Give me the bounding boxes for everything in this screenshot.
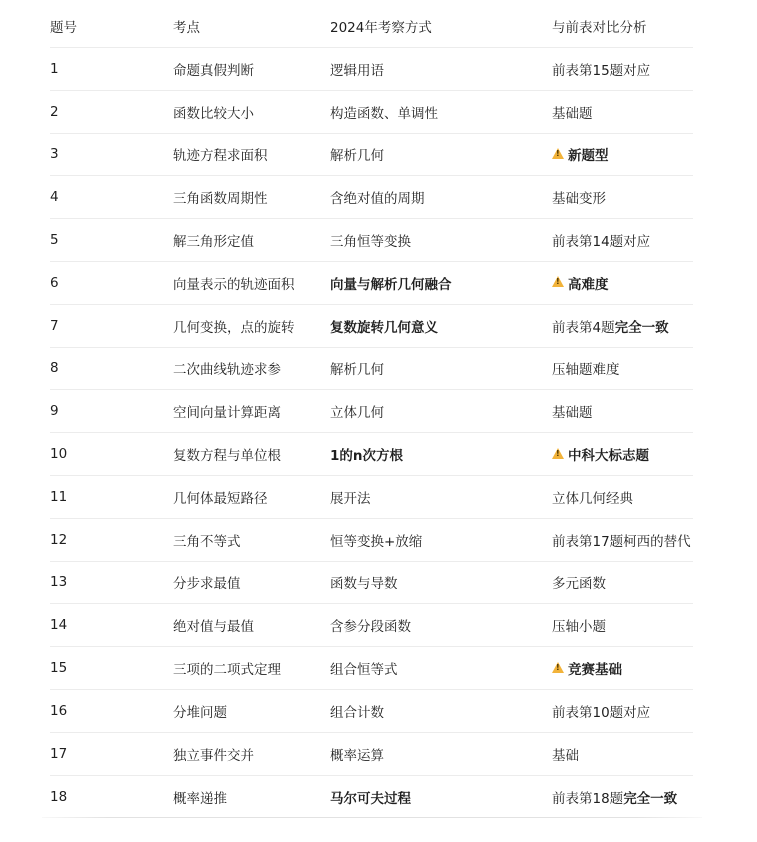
analysis-text: 前表第4题: [552, 319, 615, 336]
warning-icon: [552, 276, 564, 287]
row-method: 恒等变换+放缩: [330, 533, 423, 550]
row-analysis: 立体几何经典: [552, 490, 633, 507]
table-row: [50, 647, 693, 690]
table-header: [50, 5, 693, 48]
row-method: 向量与解析几何融合: [330, 276, 452, 293]
row-analysis: 基础: [552, 747, 579, 764]
table-row: [50, 262, 693, 305]
table-row: [50, 433, 693, 476]
table-row: [50, 305, 693, 348]
row-number: 14: [50, 617, 68, 634]
table-row: [50, 776, 693, 819]
row-topic: 向量表示的轨迹面积: [173, 276, 295, 293]
row-number: 1: [50, 60, 59, 77]
row-number: 5: [50, 232, 59, 249]
row-number: 12: [50, 531, 68, 548]
row-analysis: 压轴小题: [552, 619, 606, 636]
row-analysis: [552, 787, 693, 807]
row-method: 组合计数: [330, 704, 384, 721]
row-analysis: [552, 444, 693, 464]
row-number: 18: [50, 788, 68, 805]
table-row: [50, 690, 693, 733]
row-topic: 分堆问题: [173, 704, 227, 721]
analysis-text: 新题型: [568, 148, 609, 165]
row-number: 16: [50, 702, 68, 719]
row-number: 6: [50, 274, 59, 291]
row-analysis: [552, 144, 693, 164]
table-row: [50, 519, 693, 562]
row-analysis: [552, 316, 693, 336]
analysis-text: 高难度: [568, 276, 609, 293]
row-method: 组合恒等式: [330, 662, 398, 679]
row-method: 展开法: [330, 490, 371, 507]
row-number: 13: [50, 574, 68, 591]
table-row: [50, 134, 693, 177]
header-number: 题号: [50, 20, 77, 36]
row-method: 解析几何: [330, 148, 384, 165]
row-analysis: 压轴题难度: [552, 362, 620, 379]
row-topic: 命题真假判断: [173, 62, 254, 79]
row-number: 2: [50, 103, 59, 120]
warning-icon: [552, 148, 564, 159]
row-method: 构造函数、单调性: [330, 105, 438, 122]
row-number: 15: [50, 660, 68, 677]
row-method: 含绝对值的周期: [330, 191, 425, 208]
row-analysis: 前表第10题对应: [552, 704, 651, 721]
row-number: 7: [50, 317, 59, 334]
table-row: [50, 733, 693, 776]
row-method: 三角恒等变换: [330, 234, 411, 251]
row-analysis: [552, 273, 693, 293]
row-topic: 独立事件交并: [173, 747, 254, 764]
table-row: [50, 176, 693, 219]
row-analysis: 前表第15题对应: [552, 62, 651, 79]
row-topic: 复数方程与单位根: [173, 448, 281, 465]
row-method: 概率运算: [330, 747, 384, 764]
row-method: 函数与导数: [330, 576, 398, 593]
row-method: 1的n次方根: [330, 448, 404, 465]
table-row: [50, 604, 693, 647]
row-topic: 轨迹方程求面积: [173, 148, 268, 165]
row-method: 复数旋转几何意义: [330, 319, 438, 336]
comparison-table: [50, 5, 693, 818]
row-analysis: 多元函数: [552, 576, 606, 593]
row-topic: 几何体最短路径: [173, 490, 268, 507]
table-row: [50, 91, 693, 134]
row-analysis: 基础变形: [552, 191, 606, 208]
row-topic: 函数比较大小: [173, 105, 254, 122]
analysis-text: 前表第18题: [552, 790, 624, 807]
row-number: 4: [50, 189, 59, 206]
row-topic: 绝对值与最值: [173, 619, 254, 636]
row-topic: 解三角形定值: [173, 234, 254, 251]
table-row: [50, 48, 693, 91]
table-row: [50, 219, 693, 262]
warning-icon: [552, 662, 564, 673]
table-bottom-border: [42, 817, 702, 823]
row-analysis: 基础题: [552, 105, 593, 122]
row-topic: 空间向量计算距离: [173, 405, 281, 422]
row-topic: 三角不等式: [173, 533, 241, 550]
row-analysis: 前表第14题对应: [552, 234, 651, 251]
row-topic: 三角函数周期性: [173, 191, 268, 208]
table-row: [50, 390, 693, 433]
row-analysis: 基础题: [552, 405, 593, 422]
table-row: [50, 348, 693, 391]
warning-icon: [552, 448, 564, 459]
header-method: 2024年考察方式: [330, 20, 432, 36]
header-analysis: 与前表对比分析: [552, 20, 647, 36]
row-method: 逻辑用语: [330, 62, 384, 79]
row-topic: 分步求最值: [173, 576, 241, 593]
analysis-text: 竞赛基础: [568, 662, 622, 679]
analysis-text: 中科大标志题: [568, 448, 649, 465]
row-number: 3: [50, 146, 59, 163]
row-analysis: 前表第17题柯西的替代: [552, 533, 691, 550]
row-number: 10: [50, 446, 68, 463]
table-row: [50, 562, 693, 605]
row-topic: 概率递推: [173, 790, 227, 807]
row-number: 9: [50, 403, 59, 420]
table-row: [50, 476, 693, 519]
row-topic: 二次曲线轨迹求参: [173, 362, 281, 379]
analysis-emphasis: 完全一致: [614, 319, 669, 336]
analysis-emphasis: 完全一致: [623, 790, 678, 807]
row-topic: 三项的二项式定理: [173, 662, 281, 679]
header-topic: 考点: [173, 20, 200, 36]
row-analysis: [552, 658, 693, 678]
row-number: 17: [50, 745, 68, 762]
row-topic: 几何变换，点的旋转: [173, 319, 295, 336]
row-method: 立体几何: [330, 405, 384, 422]
row-method: 解析几何: [330, 362, 384, 379]
row-number: 11: [50, 488, 68, 505]
row-method: 马尔可夫过程: [330, 790, 411, 807]
row-method: 含参分段函数: [330, 619, 411, 636]
row-number: 8: [50, 360, 59, 377]
